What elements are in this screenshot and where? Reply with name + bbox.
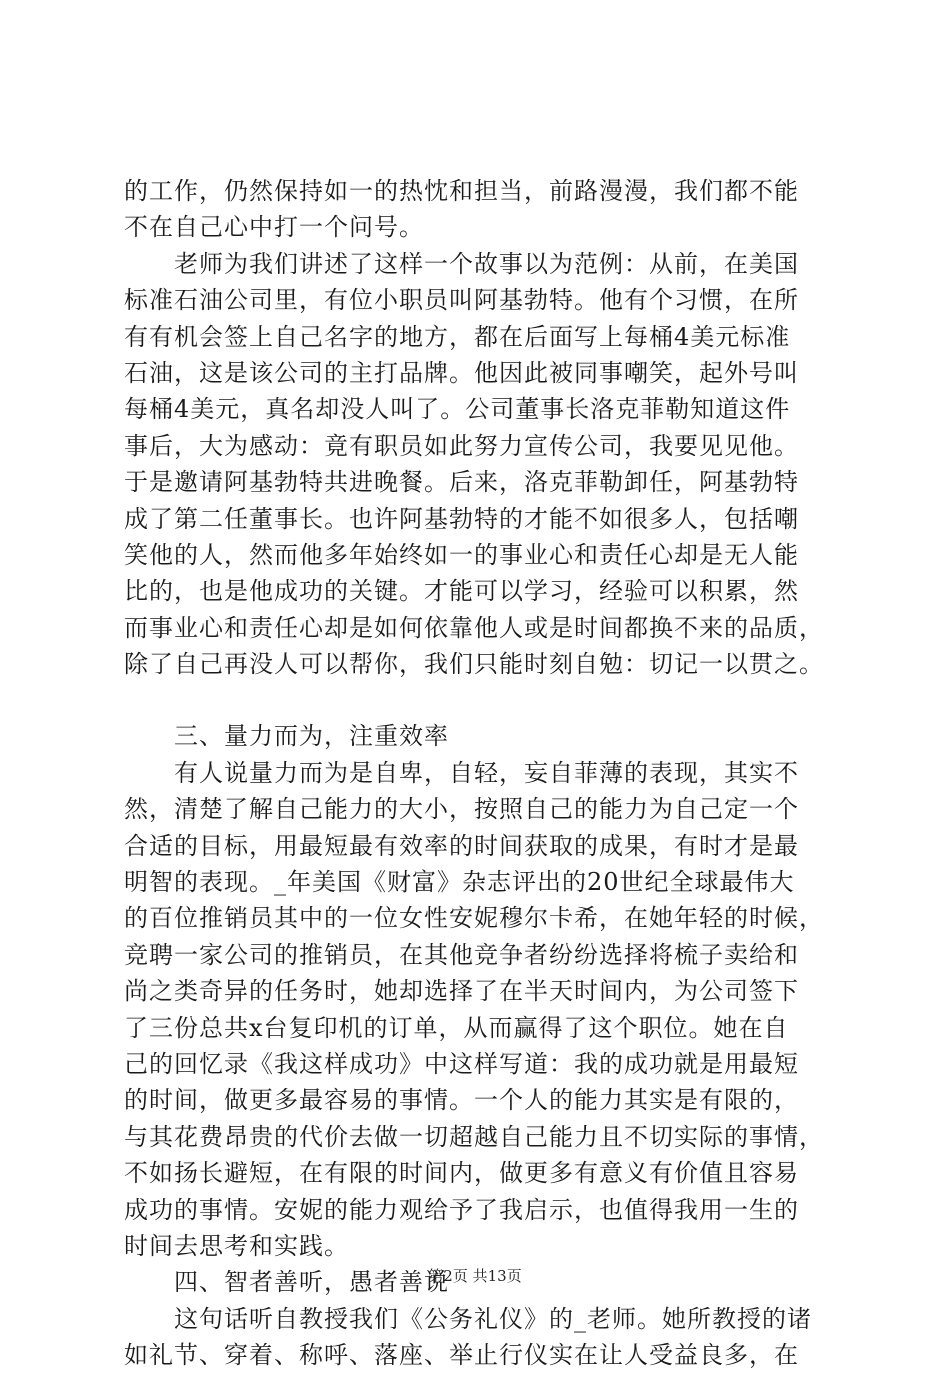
text-line: 如礼节、穿着、称呼、落座、举止行仪实在让人受益良多，在 bbox=[124, 1341, 799, 1370]
section-heading: 三、量力而为，注重效率 bbox=[124, 722, 449, 751]
text-line: 的时间，做更多最容易的事情。一个人的能力其实是有限的， bbox=[124, 1086, 799, 1115]
text-line: 尚之类奇异的任务时，她却选择了在半天时间内，为公司签下 bbox=[124, 977, 799, 1006]
text-line: 然，清楚了解自己能力的大小，按照自己的能力为自己定一个 bbox=[124, 795, 799, 824]
text-line: 事后，大为感动：竟有职员如此努力宣传公司，我要见见他。 bbox=[124, 431, 799, 460]
document-body bbox=[124, 173, 844, 1374]
text-line: 成功的事情。安妮的能力观给予了我启示，也值得我用一生的 bbox=[124, 1195, 799, 1224]
text-line: 成了第二任董事长。也许阿基勃特的才能不如很多人，包括嘲 bbox=[124, 504, 799, 533]
text-line: 合适的目标，用最短最有效率的时间获取的成果，有时才是最 bbox=[124, 831, 799, 860]
text-line: 了三份总共x台复印机的订单，从而赢得了这个职位。她在自 bbox=[124, 1013, 789, 1042]
text-line: 于是邀请阿基勃特共进晚餐。后来，洛克菲勒卸任，阿基勃特 bbox=[124, 468, 799, 497]
page-number-footer: 第2页 共13页 bbox=[428, 1267, 522, 1285]
text-line: 比的，也是他成功的关键。才能可以学习，经验可以积累，然 bbox=[124, 577, 799, 606]
text-line: 而事业心和责任心却是如何依靠他人或是时间都换不来的品质， bbox=[124, 613, 824, 642]
text-line: 的百位推销员其中的一位女性安妮穆尔卡希，在她年轻的时候， bbox=[124, 904, 824, 933]
text-line: 这句话听自教授我们《公务礼仪》的_老师。她所教授的诸 bbox=[124, 1304, 812, 1333]
text-line: 竞聘一家公司的推销员，在其他竞争者纷纷选择将梳子卖给和 bbox=[124, 940, 799, 969]
section-heading: 四、智者善听，愚者善说 bbox=[124, 1268, 449, 1297]
text-line: 石油，这是该公司的主打品牌。他因此被同事嘲笑，起外号叫 bbox=[124, 358, 799, 387]
text-line: 明智的表现。_年美国《财富》杂志评出的20世纪全球最伟大 bbox=[124, 868, 795, 897]
text-line: 老师为我们讲述了这样一个故事以为范例：从前，在美国 bbox=[124, 249, 799, 278]
text-line: 有人说量力而为是自卑，自轻，妄自菲薄的表现，其实不 bbox=[124, 758, 799, 787]
text-line: 与其花费昂贵的代价去做一切超越自己能力且不切实际的事情， bbox=[124, 1122, 824, 1151]
text-line: 标准石油公司里，有位小职员叫阿基勃特。他有个习惯，在所 bbox=[124, 286, 799, 315]
text-line: 不在自己心中打一个问号。 bbox=[124, 213, 424, 242]
text-line: 有有机会签上自己名字的地方，都在后面写上每桶4美元标准 bbox=[124, 322, 791, 351]
text-line: 不如扬长避短，在有限的时间内，做更多有意义有价值且容易 bbox=[124, 1159, 799, 1188]
text-line: 笑他的人，然而他多年始终如一的事业心和责任心却是无人能 bbox=[124, 540, 799, 569]
text-line: 每桶4美元，真名却没人叫了。公司董事长洛克菲勒知道这件 bbox=[124, 395, 791, 424]
text-line: 除了自己再没人可以帮你，我们只能时刻自勉：切记一以贯之。 bbox=[124, 650, 824, 679]
paragraph-gap bbox=[124, 682, 844, 718]
text-line: 时间去思考和实践。 bbox=[124, 1231, 349, 1260]
text-line: 己的回忆录《我这样成功》中这样写道：我的成功就是用最短 bbox=[124, 1049, 799, 1078]
text-line: 的工作，仍然保持如一的热忱和担当，前路漫漫，我们都不能 bbox=[124, 177, 799, 205]
